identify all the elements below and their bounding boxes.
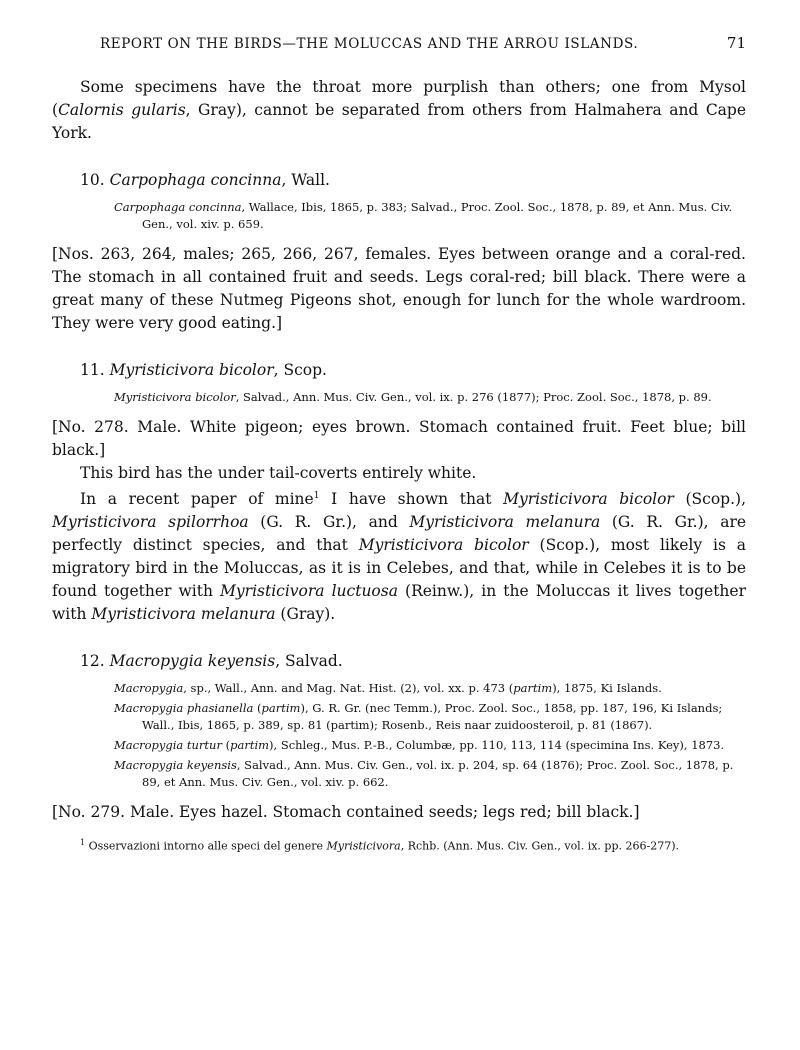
syn-ref: ), 1875, Ki Islands.: [552, 681, 662, 696]
intro-paragraph: [52, 76, 746, 145]
synonymy-10: [114, 199, 746, 233]
syn-ref: ), Schleg., Mus. P.-B., Columbæ, pp. 110, 113, 114 (specimina Ins. Key), 1873.: [269, 738, 725, 753]
footnote-text: Osservazioni intorno alle speci del genere: [85, 839, 327, 853]
species-number: 12.: [80, 652, 105, 671]
syn-ref: (: [221, 738, 231, 753]
syn-name: Myristicivora bicolor: [114, 390, 236, 404]
synonymy-entry: [114, 700, 746, 734]
footnote-mark: 1: [80, 838, 86, 848]
species-ref: Myristicivora spilorrhoa: [52, 513, 249, 532]
syn-ref: , Salvad., Ann. Mus. Civ. Gen., vol. ix. p. 204, sp. 64 (1876); Proc. Zool. Soc., 1878, p. 89, et Ann. Mus. Civ. Gen., vol. xiv. p. 662.: [142, 758, 734, 790]
species-author: , Wall.: [281, 171, 330, 189]
field-notes-12: [No. 279. Male. Eyes hazel. Stomach contained seeds; legs red; bill black.]: [52, 803, 640, 822]
paragraph-undertail: This bird has the under tail-coverts entirely white.: [80, 464, 477, 482]
text: (Gray).: [275, 605, 336, 624]
intro-text-1: Some specimens have the throat more purplish than others; one from Mysol (: [52, 78, 746, 119]
text: (Scop.),: [673, 490, 746, 509]
species-heading-10: [80, 171, 746, 189]
species-name: Macropygia keyensis: [109, 652, 276, 671]
synonymy-entry: [114, 199, 746, 233]
species-ref: Myristicivora melanura: [409, 513, 601, 532]
syn-ref: , sp., Wall., Ann. and Mag. Nat. Hist. (2), vol. xx. p. 473 (: [183, 681, 514, 696]
syn-qualifier: partim: [230, 738, 270, 753]
species-ref: Myristicivora melanura: [91, 605, 276, 624]
synonymy-entry: [114, 680, 746, 697]
syn-ref: (: [253, 701, 262, 716]
synonymy-11: [114, 389, 746, 406]
footnote-text: , Rchb. (Ann. Mus. Civ. Gen., vol. ix. pp. 266-277).: [400, 839, 679, 853]
text: (Scop.), most likely is a migratory bird in the Moluccas, as it is in Celebes, and that, while in Celebes it is to be found together with: [52, 536, 746, 601]
text: (G. R. Gr.), and: [248, 513, 410, 532]
page: [52, 34, 746, 853]
syn-name: Macropygia turtur: [114, 738, 222, 753]
species-name: Myristicivora bicolor: [109, 361, 274, 379]
syn-ref: , Wallace, Ibis, 1865, p. 383; Salvad., Proc. Zool. Soc., 1878, p. 89, et Ann. Mus. Civ. Gen., vol. xiv. p. 659.: [142, 200, 733, 231]
syn-qualifier: partim: [513, 681, 553, 696]
species-author: , Scop.: [273, 361, 327, 379]
syn-name: Macropygia phasianella: [114, 701, 254, 716]
species-number: 10.: [80, 171, 105, 189]
field-notes-10: [Nos. 263, 264, males; 265, 266, 267, females. Eyes between orange and a coral-red. The stomach in all contained fruit and seeds. Legs coral-red; bill black. There were a great many of these Nutmeg Pigeons shot, enough for lunch for the whole wardroom. They were very good eating.]: [52, 245, 746, 332]
footnote-ref[interactable]: 1: [313, 491, 320, 501]
species-author: , Salvad.: [275, 652, 343, 671]
paragraph-migratory: [52, 485, 746, 626]
page-number: 71: [726, 34, 746, 52]
syn-name: Macropygia keyensis: [114, 758, 237, 773]
synonymy-entry: [114, 757, 746, 791]
intro-species: Calornis gularis: [58, 101, 186, 119]
species-ref: Myristicivora luctuosa: [220, 582, 398, 601]
species-name: Carpophaga concinna: [109, 171, 282, 189]
syn-ref: , Salvad., Ann. Mus. Civ. Gen., vol. ix. p. 276 (1877); Proc. Zool. Soc., 1878, p. 89.: [235, 390, 712, 404]
species-number: 11.: [80, 361, 105, 379]
synonymy-entry: [114, 389, 746, 406]
species-ref: Myristicivora bicolor: [358, 536, 529, 555]
species-heading-11: [80, 361, 746, 379]
syn-name: Carpophaga concinna: [114, 200, 242, 214]
synonymy-entry: [114, 737, 746, 754]
text: (G. R. Gr.), are perfectly distinct species, and that: [52, 513, 747, 555]
synonymy-12: [114, 680, 746, 791]
syn-name: Macropygia: [114, 681, 184, 696]
syn-qualifier: partim: [261, 701, 301, 716]
text: I have shown that: [319, 490, 504, 509]
text: (Reinw.), in the Moluccas it lives together with: [52, 582, 746, 624]
running-header: [100, 34, 746, 52]
species-ref: Myristicivora bicolor: [503, 490, 674, 509]
footnote: [52, 838, 746, 853]
footnote-genus: Myristicivora: [326, 839, 401, 853]
text: In a recent paper of mine: [80, 490, 314, 509]
running-title: REPORT ON THE BIRDS—THE MOLUCCAS AND THE ARROU ISLANDS.: [100, 36, 639, 52]
field-notes-11: [No. 278. Male. White pigeon; eyes brown. Stomach contained fruit. Feet blue; bill black.]: [52, 418, 746, 459]
syn-ref: ), G. R. Gr. (nec Temm.), Proc. Zool. Soc., 1858, pp. 187, 196, Ki Islands; Wall., Ibis, 1865, p. 389, sp. 81 (partim); Rosenb., Reis naar zuidoosteroil, p. 81 (1867).: [142, 701, 723, 733]
species-heading-12: [80, 652, 746, 670]
intro-text-2: , Gray), cannot be separated from others from Halmahera and Cape York.: [52, 101, 747, 142]
